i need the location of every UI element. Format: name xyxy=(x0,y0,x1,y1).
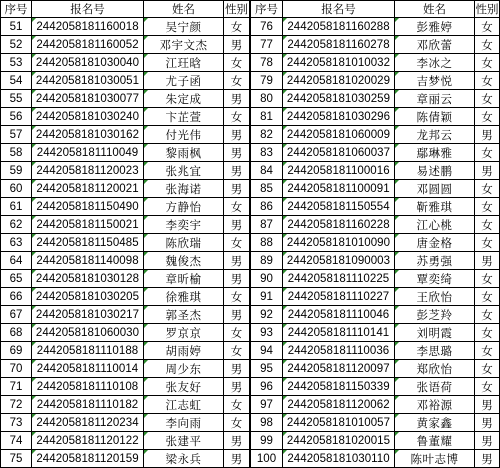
name-cell: 江志虹 xyxy=(144,396,224,414)
reg-no-cell: 2442058181120234 xyxy=(32,414,144,432)
table-row xyxy=(251,342,500,360)
gender-cell: 女 xyxy=(475,288,500,306)
table-row xyxy=(251,288,500,306)
reg-no-cell: 2442058181120159 xyxy=(32,450,144,468)
gender-cell: 女 xyxy=(224,198,250,216)
table-row xyxy=(251,144,500,162)
gender-cell: 男 xyxy=(224,360,250,378)
name-cell: 苏勇强 xyxy=(395,252,475,270)
seq-cell: 63 xyxy=(1,234,32,252)
header-seq: 序号 xyxy=(251,1,283,18)
table-row xyxy=(251,90,500,108)
name-cell: 尤子函 xyxy=(144,72,224,90)
reg-no-cell: 2442058181160278 xyxy=(283,36,395,54)
reg-no-cell: 2442058181150490 xyxy=(32,198,144,216)
table-row xyxy=(1,144,250,162)
seq-cell: 84 xyxy=(251,162,283,180)
seq-cell: 72 xyxy=(1,396,32,414)
header-name: 姓名 xyxy=(395,1,475,18)
reg-no-cell: 2442058181100091 xyxy=(283,180,395,198)
roster-table-right xyxy=(250,0,500,468)
gender-cell: 女 xyxy=(224,54,250,72)
table-row xyxy=(1,378,250,396)
seq-cell: 82 xyxy=(251,126,283,144)
seq-cell: 69 xyxy=(1,342,32,360)
reg-no-cell: 2442058181030040 xyxy=(32,54,144,72)
seq-cell: 94 xyxy=(251,342,283,360)
name-cell: 陈倩颖 xyxy=(395,108,475,126)
name-cell: 邓裕源 xyxy=(395,396,475,414)
gender-cell: 女 xyxy=(475,270,500,288)
seq-cell: 100 xyxy=(251,450,283,468)
gender-cell: 女 xyxy=(475,36,500,54)
reg-no-cell: 2442058181030077 xyxy=(32,90,144,108)
table-row xyxy=(1,108,250,126)
seq-cell: 56 xyxy=(1,108,32,126)
gender-cell: 女 xyxy=(475,216,500,234)
seq-cell: 59 xyxy=(1,162,32,180)
reg-no-cell: 2442058181110049 xyxy=(32,144,144,162)
name-cell: 黄家鑫 xyxy=(395,414,475,432)
table-row xyxy=(251,324,500,342)
table-row xyxy=(1,270,250,288)
name-cell: 鄢琳雅 xyxy=(395,144,475,162)
table-row xyxy=(1,198,250,216)
gender-cell: 女 xyxy=(224,396,250,414)
seq-cell: 87 xyxy=(251,216,283,234)
seq-cell: 79 xyxy=(251,72,283,90)
reg-no-cell: 2442058181030296 xyxy=(283,108,395,126)
gender-cell: 女 xyxy=(224,18,250,36)
seq-cell: 92 xyxy=(251,306,283,324)
gender-cell: 女 xyxy=(224,414,250,432)
reg-no-cell: 2442058181120097 xyxy=(283,360,395,378)
reg-no-cell: 2442058181030128 xyxy=(32,270,144,288)
table-row xyxy=(251,54,500,72)
table-row xyxy=(1,216,250,234)
seq-cell: 65 xyxy=(1,270,32,288)
table-row xyxy=(1,396,250,414)
name-cell: 刘明霞 xyxy=(395,324,475,342)
seq-cell: 78 xyxy=(251,54,283,72)
name-cell: 李思璐 xyxy=(395,342,475,360)
reg-no-cell: 2442058181030259 xyxy=(283,90,395,108)
reg-no-cell: 2442058181100016 xyxy=(283,162,395,180)
header-reg-no: 报名号 xyxy=(283,1,395,18)
seq-cell: 66 xyxy=(1,288,32,306)
gender-cell: 男 xyxy=(224,126,250,144)
reg-no-cell: 2442058181060009 xyxy=(283,126,395,144)
table-row xyxy=(251,198,500,216)
table-row xyxy=(1,234,250,252)
name-cell: 章昕榆 xyxy=(144,270,224,288)
reg-no-cell: 2442058181030205 xyxy=(32,288,144,306)
seq-cell: 58 xyxy=(1,144,32,162)
reg-no-cell: 2442058181060030 xyxy=(32,324,144,342)
seq-cell: 90 xyxy=(251,270,283,288)
table-row xyxy=(251,126,500,144)
reg-no-cell: 2442058181160228 xyxy=(283,216,395,234)
name-cell: 陈欣瑞 xyxy=(144,234,224,252)
table-row xyxy=(251,378,500,396)
reg-no-cell: 2442058181150485 xyxy=(32,234,144,252)
header-row xyxy=(251,1,500,18)
gender-cell: 女 xyxy=(475,72,500,90)
name-cell: 徐雅琪 xyxy=(144,288,224,306)
gender-cell: 女 xyxy=(224,342,250,360)
table-row xyxy=(1,180,250,198)
table-row xyxy=(251,18,500,36)
reg-no-cell: 2442058181160018 xyxy=(32,18,144,36)
table-row xyxy=(1,72,250,90)
table-row xyxy=(251,360,500,378)
gender-cell: 男 xyxy=(475,414,500,432)
gender-cell: 男 xyxy=(475,162,500,180)
table-row xyxy=(1,432,250,450)
reg-no-cell: 2442058181110014 xyxy=(32,360,144,378)
table-row xyxy=(251,108,500,126)
table-row xyxy=(1,54,250,72)
table-row xyxy=(1,36,250,54)
gender-cell: 男 xyxy=(224,450,250,468)
name-cell: 朱定成 xyxy=(144,90,224,108)
reg-no-cell: 2442058181110182 xyxy=(32,396,144,414)
gender-cell: 女 xyxy=(224,324,250,342)
table-row xyxy=(251,252,500,270)
name-cell: 罗京京 xyxy=(144,324,224,342)
reg-no-cell: 2442058181030217 xyxy=(32,306,144,324)
table-row xyxy=(251,432,500,450)
seq-cell: 62 xyxy=(1,216,32,234)
seq-cell: 54 xyxy=(1,72,32,90)
name-cell: 彭芝羚 xyxy=(395,306,475,324)
name-cell: 魏俊杰 xyxy=(144,252,224,270)
seq-cell: 83 xyxy=(251,144,283,162)
seq-cell: 95 xyxy=(251,360,283,378)
reg-no-cell: 2442058181030110 xyxy=(283,450,395,468)
header-gender: 性别 xyxy=(225,2,248,16)
name-cell: 吉梦悦 xyxy=(395,72,475,90)
seq-cell: 81 xyxy=(251,108,283,126)
reg-no-cell: 2442058181120023 xyxy=(32,162,144,180)
name-cell: 王欣怡 xyxy=(395,288,475,306)
header-name: 姓名 xyxy=(144,1,224,18)
table-row xyxy=(1,324,250,342)
seq-cell: 57 xyxy=(1,126,32,144)
name-cell: 靳雅琪 xyxy=(395,198,475,216)
reg-no-cell: 2442058181020015 xyxy=(283,432,395,450)
name-cell: 张语荷 xyxy=(395,378,475,396)
table-row xyxy=(1,162,250,180)
seq-cell: 97 xyxy=(251,396,283,414)
gender-cell: 男 xyxy=(224,432,250,450)
name-cell: 黎雨枫 xyxy=(144,144,224,162)
table-row xyxy=(251,162,500,180)
table-row xyxy=(1,252,250,270)
gender-cell: 女 xyxy=(224,234,250,252)
gender-cell: 女 xyxy=(475,108,500,126)
name-cell: 付光伟 xyxy=(144,126,224,144)
reg-no-cell: 2442058181110036 xyxy=(283,342,395,360)
name-cell: 鲁董耀 xyxy=(395,432,475,450)
name-cell: 唐金格 xyxy=(395,234,475,252)
gender-cell: 男 xyxy=(475,126,500,144)
table-row xyxy=(251,306,500,324)
table-row xyxy=(251,72,500,90)
gender-cell: 男 xyxy=(224,378,250,396)
seq-cell: 61 xyxy=(1,198,32,216)
table-row xyxy=(251,36,500,54)
name-cell: 卞芷萱 xyxy=(144,108,224,126)
reg-no-cell: 2442058181020029 xyxy=(283,72,395,90)
table-row xyxy=(1,18,250,36)
name-cell: 章丽云 xyxy=(395,90,475,108)
gender-cell: 男 xyxy=(224,144,250,162)
header-seq: 序号 xyxy=(1,1,32,18)
seq-cell: 96 xyxy=(251,378,283,396)
table-row xyxy=(251,450,500,468)
name-cell: 吴宁颜 xyxy=(144,18,224,36)
seq-cell: 88 xyxy=(251,234,283,252)
name-cell: 覃奕绮 xyxy=(395,270,475,288)
reg-no-cell: 2442058181150021 xyxy=(32,216,144,234)
name-cell: 邓圆圆 xyxy=(395,180,475,198)
name-cell: 张友好 xyxy=(144,378,224,396)
name-cell: 邓宇文杰 xyxy=(144,36,224,54)
table-row xyxy=(1,126,250,144)
table-row xyxy=(1,90,250,108)
seq-cell: 70 xyxy=(1,360,32,378)
gender-cell: 男 xyxy=(475,396,500,414)
seq-cell: 75 xyxy=(1,450,32,468)
table-row xyxy=(251,180,500,198)
seq-cell: 73 xyxy=(1,414,32,432)
gender-cell: 男 xyxy=(475,450,500,468)
table-row xyxy=(251,396,500,414)
reg-no-cell: 2442058181110108 xyxy=(32,378,144,396)
reg-no-cell: 2442058181120122 xyxy=(32,432,144,450)
name-cell: 陈叶志博 xyxy=(395,450,475,468)
gender-cell: 男 xyxy=(224,216,250,234)
seq-cell: 52 xyxy=(1,36,32,54)
header-row xyxy=(1,1,250,18)
reg-no-cell: 2442058181110225 xyxy=(283,270,395,288)
gender-cell: 女 xyxy=(475,306,500,324)
seq-cell: 60 xyxy=(1,180,32,198)
header-reg-no: 报名号 xyxy=(32,1,144,18)
gender-cell: 女 xyxy=(475,90,500,108)
seq-cell: 67 xyxy=(1,306,32,324)
reg-no-cell: 2442058181110227 xyxy=(283,288,395,306)
gender-cell: 女 xyxy=(475,324,500,342)
gender-cell: 女 xyxy=(475,360,500,378)
table-row xyxy=(251,270,500,288)
gender-cell: 男 xyxy=(224,252,250,270)
reg-no-cell: 2442058181120062 xyxy=(283,396,395,414)
table-row xyxy=(1,414,250,432)
table-row xyxy=(1,360,250,378)
gender-cell: 男 xyxy=(224,36,250,54)
reg-no-cell: 2442058181030162 xyxy=(32,126,144,144)
reg-no-cell: 2442058181060037 xyxy=(283,144,395,162)
seq-cell: 68 xyxy=(1,324,32,342)
name-cell: 易述鹏 xyxy=(395,162,475,180)
table-row xyxy=(251,216,500,234)
name-cell: 江心桃 xyxy=(395,216,475,234)
gender-cell: 女 xyxy=(224,72,250,90)
seq-cell: 53 xyxy=(1,54,32,72)
gender-cell: 女 xyxy=(475,54,500,72)
name-cell: 张兆宜 xyxy=(144,162,224,180)
seq-cell: 80 xyxy=(251,90,283,108)
seq-cell: 71 xyxy=(1,378,32,396)
reg-no-cell: 2442058181150554 xyxy=(283,198,395,216)
seq-cell: 77 xyxy=(251,36,283,54)
reg-no-cell: 2442058181010090 xyxy=(283,234,395,252)
gender-cell: 女 xyxy=(224,108,250,126)
reg-no-cell: 2442058181110046 xyxy=(283,306,395,324)
table-row xyxy=(1,288,250,306)
name-cell: 梁永兵 xyxy=(144,450,224,468)
gender-cell: 女 xyxy=(475,144,500,162)
name-cell: 江玨晗 xyxy=(144,54,224,72)
table-row xyxy=(251,414,500,432)
gender-cell: 女 xyxy=(224,288,250,306)
name-cell: 郑欣怡 xyxy=(395,360,475,378)
reg-no-cell: 2442058181150339 xyxy=(283,378,395,396)
name-cell: 张海诺 xyxy=(144,180,224,198)
reg-no-cell: 2442058181010032 xyxy=(283,54,395,72)
name-cell: 李冰之 xyxy=(395,54,475,72)
gender-cell: 女 xyxy=(475,342,500,360)
gender-cell: 男 xyxy=(224,162,250,180)
seq-cell: 99 xyxy=(251,432,283,450)
seq-cell: 51 xyxy=(1,18,32,36)
gender-cell: 女 xyxy=(475,378,500,396)
name-cell: 郭圣杰 xyxy=(144,306,224,324)
gender-cell: 男 xyxy=(475,252,500,270)
reg-no-cell: 2442058181160288 xyxy=(283,18,395,36)
table-row xyxy=(251,234,500,252)
seq-cell: 64 xyxy=(1,252,32,270)
reg-no-cell: 2442058181120021 xyxy=(32,180,144,198)
reg-no-cell: 2442058181140098 xyxy=(32,252,144,270)
reg-no-cell: 2442058181110188 xyxy=(32,342,144,360)
gender-cell: 男 xyxy=(224,90,250,108)
seq-cell: 98 xyxy=(251,414,283,432)
gender-cell: 女 xyxy=(475,234,500,252)
seq-cell: 91 xyxy=(251,288,283,306)
name-cell: 方静怡 xyxy=(144,198,224,216)
gender-cell: 男 xyxy=(224,180,250,198)
gender-cell: 女 xyxy=(475,180,500,198)
table-row xyxy=(1,342,250,360)
name-cell: 李奕宇 xyxy=(144,216,224,234)
gender-cell: 男 xyxy=(475,432,500,450)
seq-cell: 86 xyxy=(251,198,283,216)
gender-cell: 男 xyxy=(224,270,250,288)
name-cell: 张建平 xyxy=(144,432,224,450)
gender-cell: 女 xyxy=(475,18,500,36)
gender-cell: 女 xyxy=(475,198,500,216)
seq-cell: 55 xyxy=(1,90,32,108)
seq-cell: 93 xyxy=(251,324,283,342)
seq-cell: 76 xyxy=(251,18,283,36)
reg-no-cell: 2442058181010057 xyxy=(283,414,395,432)
header-gender: 性别 xyxy=(475,2,499,16)
name-cell: 邓欣蕾 xyxy=(395,36,475,54)
gender-cell: 男 xyxy=(224,306,250,324)
table-row xyxy=(1,306,250,324)
table-row xyxy=(1,450,250,468)
reg-no-cell: 2442058181160052 xyxy=(32,36,144,54)
name-cell: 彭雅婷 xyxy=(395,18,475,36)
seq-cell: 74 xyxy=(1,432,32,450)
seq-cell: 89 xyxy=(251,252,283,270)
name-cell: 胡雨婷 xyxy=(144,342,224,360)
reg-no-cell: 2442058181090003 xyxy=(283,252,395,270)
reg-no-cell: 2442058181030240 xyxy=(32,108,144,126)
reg-no-cell: 2442058181110141 xyxy=(283,324,395,342)
seq-cell: 85 xyxy=(251,180,283,198)
name-cell: 李向雨 xyxy=(144,414,224,432)
name-cell: 龙邦云 xyxy=(395,126,475,144)
reg-no-cell: 2442058181030051 xyxy=(32,72,144,90)
name-cell: 周少东 xyxy=(144,360,224,378)
